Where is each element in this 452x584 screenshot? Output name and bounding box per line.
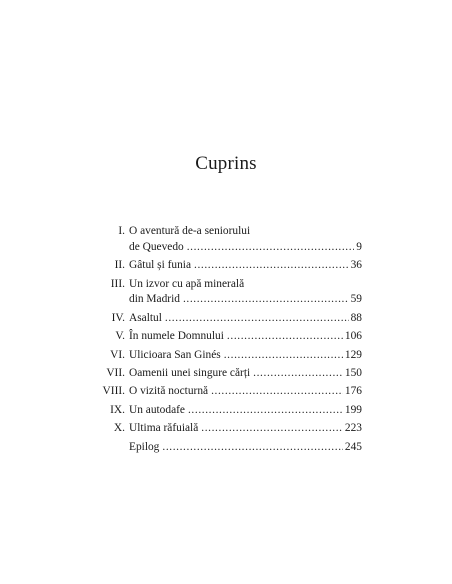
toc-entry-number: IV. xyxy=(111,311,125,324)
toc-entry-title: Gâtul și funia xyxy=(129,259,192,272)
toc-entry xyxy=(100,329,362,345)
dot-leader xyxy=(183,292,349,308)
toc-entry-title: Oamenii unei singure cărți xyxy=(129,366,251,379)
toc-entry xyxy=(100,224,362,256)
dot-leader xyxy=(224,348,343,364)
toc-entry-title-continued: de Quevedo xyxy=(129,240,184,253)
toc-entry-page: 9 xyxy=(356,240,362,253)
toc-entry xyxy=(100,403,362,419)
toc-entry-number: IX. xyxy=(110,403,125,416)
toc-entry-title: O vizită nocturnă xyxy=(129,385,209,398)
dot-leader xyxy=(201,421,343,437)
toc-entry-title-continued: din Madrid xyxy=(129,293,180,306)
toc-entry-page: 199 xyxy=(344,403,362,416)
toc-entry-title: Un autodafe xyxy=(129,403,185,416)
toc-entry-title: Ultima răfuială xyxy=(129,422,199,435)
toc-entry-title: Asaltul xyxy=(129,311,162,324)
toc-entry-number: VII. xyxy=(106,366,125,379)
toc-entry-title: O aventură de-a seniorului xyxy=(129,225,251,237)
toc-entry-page: 106 xyxy=(344,330,362,343)
dot-leader xyxy=(253,366,343,382)
toc-entry-page: 88 xyxy=(350,311,362,324)
toc-entry xyxy=(100,277,362,309)
toc-entry-page: 223 xyxy=(344,422,362,435)
toc-entry-number: V. xyxy=(115,330,125,343)
toc-entry xyxy=(100,348,362,364)
toc-entry-title: În numele Domnului xyxy=(129,330,224,343)
dot-leader xyxy=(165,311,349,327)
toc-entry-page: 245 xyxy=(344,440,362,453)
toc-entry-page: 176 xyxy=(344,385,362,398)
toc-entry xyxy=(100,384,362,400)
toc-entry-title: Ulicioara San Ginés xyxy=(129,348,221,361)
page-title: Cuprins xyxy=(195,153,257,174)
toc-entry-number: VI. xyxy=(110,348,125,361)
toc-entry-page: 129 xyxy=(344,348,362,361)
toc-entry-title: Un izvor cu apă minerală xyxy=(129,277,245,290)
toc-entry-number: III. xyxy=(110,277,125,290)
toc-entry xyxy=(100,440,362,456)
toc-entry xyxy=(100,421,362,437)
toc-entry-number: VIII. xyxy=(102,385,125,398)
dot-leader xyxy=(227,329,343,345)
dot-leader xyxy=(188,403,343,419)
toc-entry xyxy=(100,311,362,327)
toc-entry-number: II. xyxy=(114,259,125,272)
toc-entry-number: X. xyxy=(113,422,125,435)
toc-entry-page: 59 xyxy=(350,293,362,306)
toc-entry xyxy=(100,366,362,382)
toc-entry-number: I. xyxy=(118,225,125,237)
toc-entry xyxy=(100,258,362,274)
toc-entry-page: 150 xyxy=(344,366,362,379)
toc-entry-page: 36 xyxy=(350,259,362,272)
dot-leader xyxy=(187,240,355,256)
dot-leader xyxy=(194,258,349,274)
dot-leader xyxy=(211,384,343,400)
toc-entry-title: Epilog xyxy=(129,440,160,453)
table-of-contents xyxy=(100,224,362,455)
dot-leader xyxy=(162,440,343,456)
